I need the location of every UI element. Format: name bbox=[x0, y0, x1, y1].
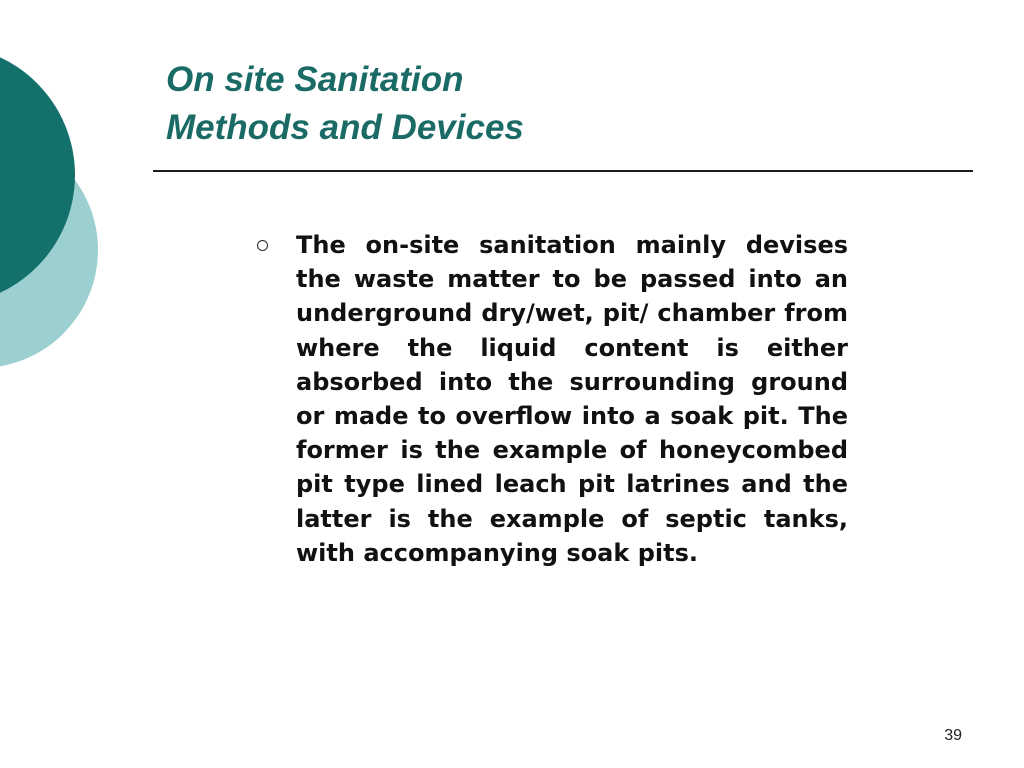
slide-title-line-2: Methods and Devices bbox=[166, 108, 524, 147]
title-divider bbox=[153, 170, 973, 172]
bullet-item bbox=[256, 228, 848, 570]
bullet-list bbox=[256, 228, 848, 570]
hollow-circle-icon bbox=[257, 240, 268, 251]
decorative-circles bbox=[0, 0, 120, 420]
bullet-text: The on-site sanitation mainly devises the waste matter to be passed into an underground dry/wet, pit/ chamber from where the liquid content is either absorbed into the surrounding ground or made to overflow into a soak pit. The former is the example of honeycombed pit type lined leach pit latrines and the latter is the example of septic tanks, with accompanying soak pits. bbox=[296, 231, 848, 567]
page-number: 39 bbox=[944, 727, 962, 744]
slide-title-line-1: On site Sanitation bbox=[166, 60, 464, 99]
slide-title bbox=[166, 56, 966, 152]
